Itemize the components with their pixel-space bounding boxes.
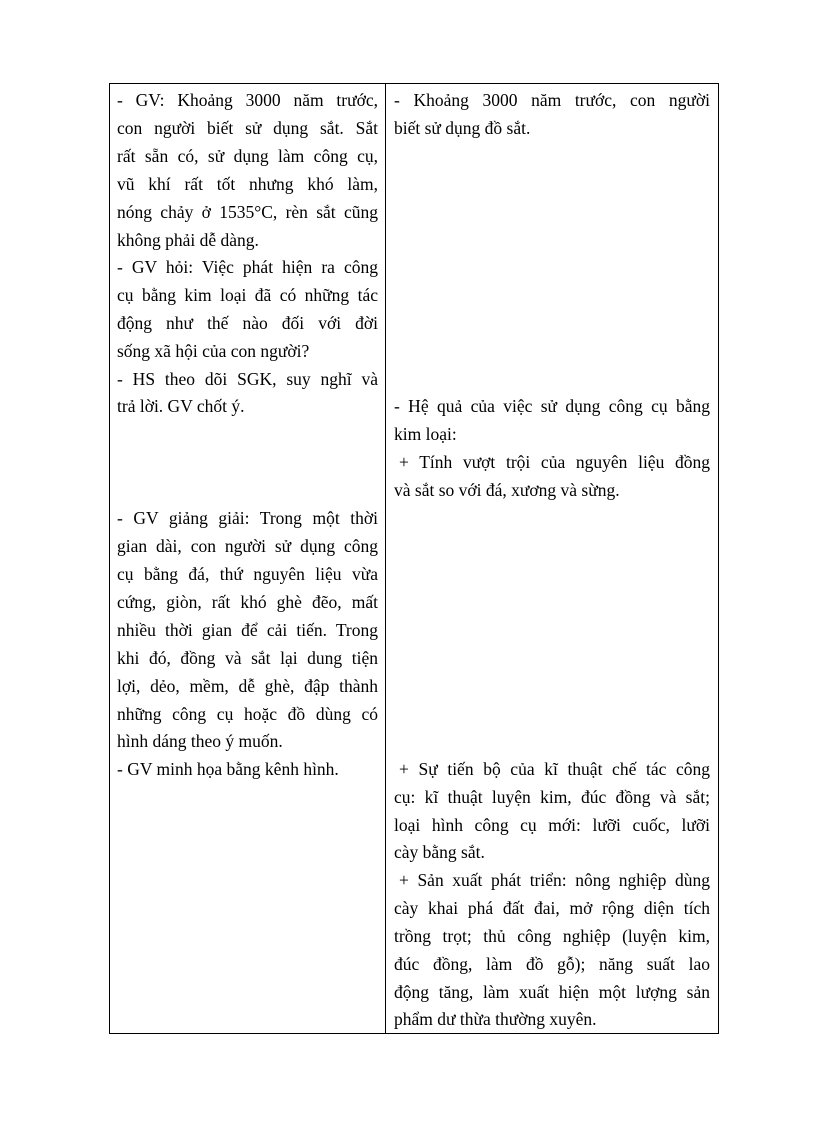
right-line: - Khoảng 3000 năm trước, con người bbox=[394, 90, 710, 110]
right-line: kim loại: bbox=[394, 424, 457, 444]
left-line: gian dài, con người sử dụng công bbox=[117, 536, 378, 556]
right-line: động tăng, làm xuất hiện một lượng sản bbox=[394, 982, 710, 1002]
left-line: nhiều thời gian để cải tiến. Trong bbox=[117, 620, 378, 640]
lesson-table bbox=[109, 83, 719, 1034]
right-line: phẩm dư thừa thường xuyên. bbox=[394, 1009, 597, 1029]
content-cell bbox=[386, 84, 718, 1033]
left-line: rất sẵn có, sử dụng làm công cụ, bbox=[117, 146, 378, 166]
left-line: - GV hỏi: Việc phát hiện ra công bbox=[117, 257, 378, 277]
right-line: + Tính vượt trội của nguyên liệu đồng bbox=[399, 452, 710, 472]
left-line: con người biết sử dụng sắt. Sắt bbox=[117, 118, 378, 138]
left-line: cụ bằng đá, thứ nguyên liệu vừa bbox=[117, 564, 378, 584]
right-line: đúc đồng, làm đồ gỗ); năng suất lao bbox=[394, 954, 710, 974]
left-line: - GV minh họa bằng kênh hình. bbox=[117, 759, 339, 779]
right-line: cày khai phá đất đai, mở rộng diện tích bbox=[394, 898, 710, 918]
right-line: - Hệ quả của việc sử dụng công cụ bằng bbox=[394, 396, 710, 416]
right-line: trồng trọt; thủ công nghiệp (luyện kim, bbox=[394, 926, 710, 946]
left-line: trả lời. GV chốt ý. bbox=[117, 396, 245, 416]
teacher-activity-cell bbox=[110, 84, 385, 1033]
left-line: nóng chảy ở 1535°C, rèn sắt cũng bbox=[117, 202, 378, 222]
left-line: - HS theo dõi SGK, suy nghĩ và bbox=[117, 369, 378, 389]
left-line: sống xã hội của con người? bbox=[117, 341, 310, 361]
right-line: biết sử dụng đồ sắt. bbox=[394, 118, 531, 138]
right-line: cày bằng sắt. bbox=[394, 842, 485, 862]
left-line: - GV: Khoảng 3000 năm trước, bbox=[117, 90, 378, 110]
left-line: - GV giảng giải: Trong một thời bbox=[117, 508, 378, 528]
left-line: không phải dễ dàng. bbox=[117, 230, 259, 250]
right-line: loại hình công cụ mới: lưỡi cuốc, lưỡi bbox=[394, 815, 710, 835]
left-line: vũ khí rất tốt nhưng khó làm, bbox=[117, 174, 378, 194]
left-line: động như thế nào đối với đời bbox=[117, 313, 378, 333]
right-line: + Sự tiến bộ của kĩ thuật chế tác công bbox=[399, 759, 710, 779]
left-line: cụ bằng kim loại đã có những tác bbox=[117, 285, 378, 305]
right-line: và sắt so với đá, xương và sừng. bbox=[394, 480, 620, 500]
right-line: + Sản xuất phát triển: nông nghiệp dùng bbox=[399, 870, 710, 890]
left-line: những công cụ hoặc đồ dùng có bbox=[117, 704, 378, 724]
left-line: hình dáng theo ý muốn. bbox=[117, 731, 283, 751]
left-line: lợi, dẻo, mềm, dễ ghè, đập thành bbox=[117, 676, 378, 696]
left-line: khi đó, đồng và sắt lại dung tiện bbox=[117, 648, 378, 668]
left-line: cứng, giòn, rất khó ghè đẽo, mất bbox=[117, 592, 378, 612]
right-line: cụ: kĩ thuật luyện kim, đúc đồng và sắt; bbox=[394, 787, 710, 807]
